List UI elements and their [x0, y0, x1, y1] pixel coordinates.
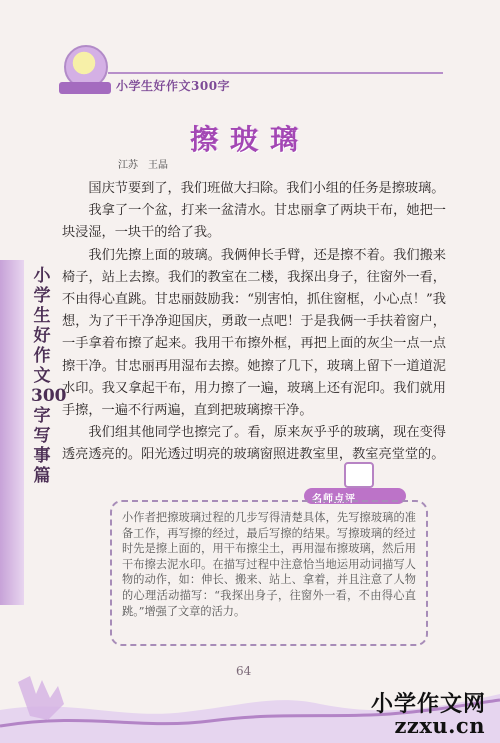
article-body: [62, 178, 446, 467]
paragraph-4: 我们组其他同学也擦完了。看，原来灰乎乎的玻璃，现在变得透亮透亮的。阳光透过明亮的玻璃窗照进教室里，教室亮堂堂的。: [62, 425, 446, 463]
paragraph-2: 我拿了一个盆，打来一盆清水。甘忠丽拿了两块干布，她把一块浸湿，一块干的给了我。: [62, 203, 446, 241]
article-title: 擦玻璃: [190, 123, 311, 156]
cup-icon: [344, 462, 374, 488]
watermark-domain: zzxu.cn: [394, 713, 485, 738]
side-label: 小学生好作文300字写事篇: [31, 266, 67, 486]
page-number: 64: [236, 664, 252, 678]
comment-box: 小作者把擦玻璃过程的几步写得清楚具体，先写擦玻璃的准备工作，再写擦的经过，最后写擦的结果。写擦玻璃的经过时先是擦上面的，用干布擦尘土，再用湿布擦玻璃，然后用干布擦去泥水印。在描写过程中注意恰当地运用动词描写人物的动作，如：伸长、搬来、站上、拿着，并且注意了人物的心理活动描写：“我探出身子，往窗外一看，不由得心直跳。”增强了文章的活力。: [110, 500, 428, 646]
badge-ribbon: [59, 82, 111, 94]
watermark-title: 小学作文网: [370, 691, 486, 717]
paragraph-1: 国庆节要到了，我们班做大扫除。我们小组的任务是擦玻璃。: [88, 181, 445, 196]
header-divider: [108, 72, 443, 74]
paragraph-3: 我们先擦上面的玻璃。我俩伸长手臂，还是擦不着。我们搬来椅子，站上去擦。我们的教室在二楼，我探出身子，往窗外一看，不由得心直跳。甘忠丽鼓励我：“别害怕，抓住窗框，小心点！”我想，为了干干净净迎国庆，勇敢一点吧！于是我俩一手扶着窗户，一手拿着布擦了起来。我用干布擦外框，再把上面的灰尘一点一点擦干净。甘忠丽再用湿布去擦。她擦了几下，玻璃上留下一道道泥水印。我又拿起干布，用力擦了一遍，玻璃上还有泥印。我们就用手擦，一遍不行两遍，直到把玻璃擦干净。: [62, 247, 446, 419]
book-title: 小学生好作文300字: [116, 79, 231, 93]
comment-label: 名师点评: [312, 494, 356, 505]
article-author: 江苏 王晶: [118, 160, 168, 171]
side-tab-decoration: [0, 260, 24, 605]
